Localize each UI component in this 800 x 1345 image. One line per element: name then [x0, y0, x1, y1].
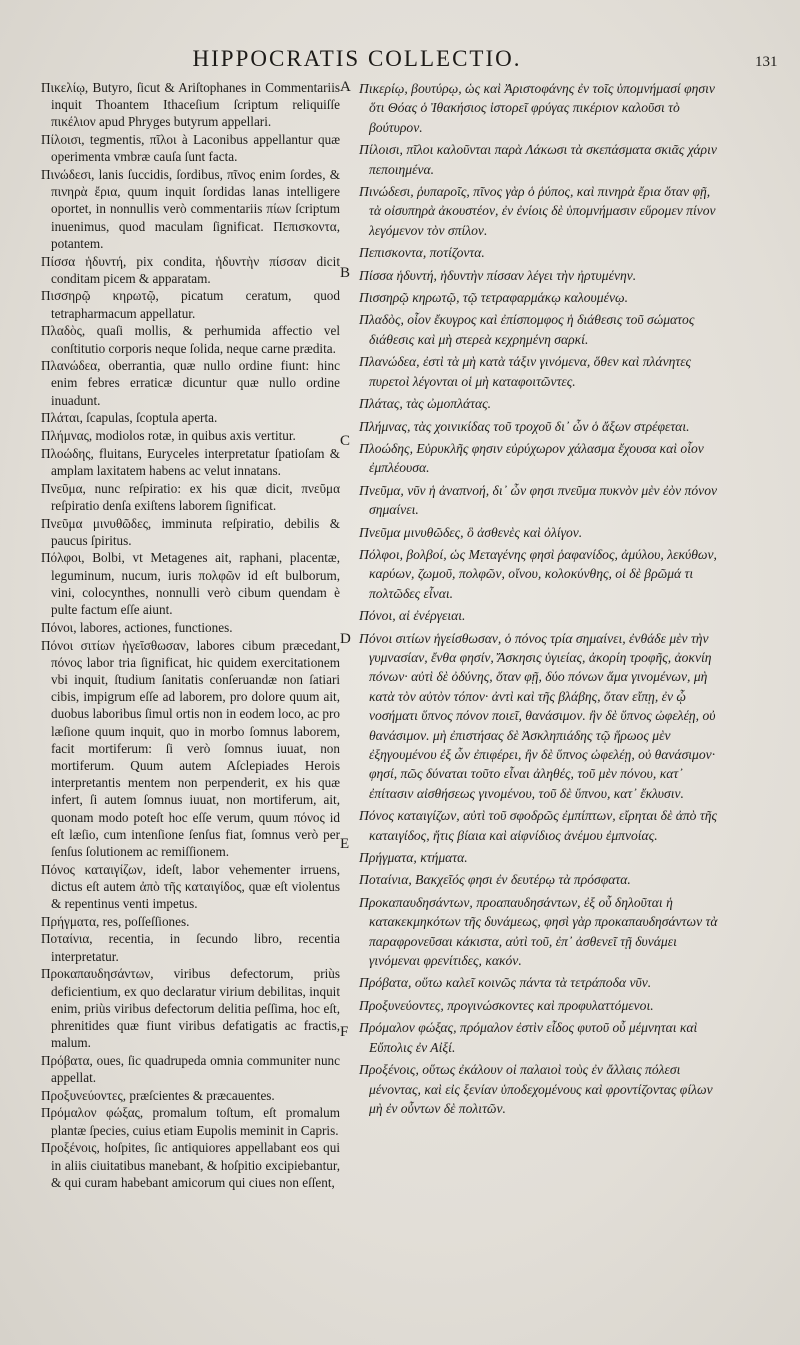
greek-entry: Προξυνεύοντες, προγινώσκοντες καὶ προφυλαττόμενοι. [359, 997, 654, 1013]
latin-entry: Πίλοισι, tegmentis, πῖλοι à Laconibus appellantur quæ operimenta vmbræ cauſa ſunt facta. [41, 132, 340, 165]
latin-entry: Πικελίῳ, Butyro, ſicut & Ariſtophanes in Commentariis inquit Thoantem Ithaceſium ſcriptum reliquiſſe πικέλιον apud Phryges butyrum appellari. [41, 80, 340, 130]
greek-entry: Ποταίνια, Βακχεῖός φησι ἐν δευτέρῳ τὰ πρόσφατα. [359, 872, 631, 888]
greek-entry: Προξένοις, οὕτως ἐκάλουν οἱ παλαιοὶ τοὺς ἐν ἄλλαις πόλεσι μένοντας, καὶ εἰς ξενίαν ὑποδεχομένους καὶ φροντίζοντας φίλων μὴ ἐν οὖντων δὲ πολιτῶν. [359, 1062, 713, 1116]
latin-entry: Πρόβατα, oues, ſic quadrupeda omnia communiter nunc appellat. [41, 1052, 340, 1086]
greek-entry: Πλάτας, τὰς ὠμοπλάτας. [359, 396, 492, 412]
greek-entry: Πλανώδεα, ἐστὶ τὰ μὴ κατὰ τάξιν γινόμενα, ὅθεν καὶ πλάνητες πυρετοὶ λέγονται οἱ μὴ καταφοιτῶντες. [359, 354, 692, 389]
greek-entry: Πεπισκοντα, ποτίζοντα. [359, 245, 485, 261]
margin-letter-a: A [340, 79, 351, 95]
greek-entry: Πινώδεσι, ῥυπαροῖς, πῖνος γὰρ ὁ ῥύπος, καὶ πινηρὰ ἔρια ὅταν φῇ, τὰ οἰσυπηρὰ ἀκουστέον, ἐν ἐνίοις δὲ ὑπομνήμασιν εὕρομεν πίνον λεγόμενον τὸν σπίλον. [359, 184, 716, 238]
latin-entry: Ποταίνια, recentia, in ſecundo libro, recentia interpretatur. [41, 931, 340, 964]
margin-letters [340, 79, 358, 1279]
latin-entry: Πόνοι, labores, actiones, functiones. [41, 619, 233, 635]
latin-entry: Πλοώδης, fluitans, Euryceles interpretatur ſpatioſam & amplam laxitatem habens ac velut innatans. [41, 445, 340, 478]
greek-entry: Πλαδὸς, οἷον ἔκυγρος καὶ ἐπίσπομφος ἡ διάθεσις τοῦ σώματος διάθεσις καὶ μὴ στερεὰ κεχρημένη σαρκί. [359, 312, 695, 347]
greek-entry: Πρόβατα, οὕτω καλεῖ κοινῶς πάντα τὰ τετράποδα νῦν. [359, 975, 652, 991]
greek-entry: Πισσηρῷ κηρωτῷ, τῷ τετραφαρμάκῳ καλουμένῳ. [359, 290, 628, 306]
greek-entry: Πλοώδης, Εὐρυκλῆς φησιν εὐρύχωρον χάλασμα ἔχουσα καὶ οἷον ἐμπλέουσα. [359, 440, 704, 476]
latin-entry: Πισσηρῷ κηρωτῷ, picatum ceratum, quod tetrapharmacum appellatur. [41, 288, 340, 321]
latin-entry: Πίσσα ἡδυντή, pix condita, ἡδυντὴν πίσσαν dicit conditam picem & apparatam. [41, 253, 340, 286]
latin-entry: Πνεῦμα μινυθῶδες, imminuta reſpiratio, debilis & paucus ſpiritus. [41, 515, 340, 548]
greek-entry: Πνεῦμα μινυθῶδες, ὃ ἀσθενὲς καὶ ὀλίγον. [359, 524, 583, 540]
latin-entry: Πρόμαλον φώξας, promalum toſtum, eſt promalum plantæ ſpecies, cuius etiam Eupolis meminit in Capris. [41, 1105, 340, 1138]
margin-letter-c: C [340, 433, 351, 449]
latin-entry: Προξυνεύοντες, præſcientes & præcauentes. [41, 1087, 275, 1103]
page-number: 131 [755, 54, 778, 70]
running-header [0, 46, 800, 76]
latin-entry: Πόλφοι, Bolbi, vt Metagenes ait, raphani, placentæ, leguminum, nucum, iuris πολφῶν id eſt bulborum, vini, colocynthes, nonnulli verò cibum quendam è pulte factum eſſe aiunt. [41, 550, 340, 618]
latin-entry: Πρήγματα, res, poſſeſſiones. [41, 913, 190, 929]
latin-entry: Πλήμνας, modiolos rotæ, in quibus axis vertitur. [41, 428, 296, 444]
greek-entry: Πίλοισι, πῖλοι καλοῦνται παρὰ Λάκωσι τὰ σκεπάσματα σκιᾶς χάριν πεποιημένα. [359, 142, 717, 177]
latin-entry: Πνεῦμα, nunc reſpiratio: ex his quæ dicit, πνεῦμα reſpiratio denſa exiſtens laborem ſignificat. [41, 480, 340, 513]
greek-column [359, 79, 721, 1121]
greek-entry: Πόνοι σιτίων ἡγείσθωσαν, ὁ πόνος τρία σημαίνει, ἐνθάδε μὲν τὴν γυμνασίαν, ἔνθα φησίν, Ἄσκησις ὑγιείας, ἀκορίη τροφῆς, ἀοκνίη πόνων· αὐτὶ δὲ ὀδύνης, ὅταν φῇ, δύο πόνων ἅμα γινομένων, μὴ κατὰ τὸν αὐτὸν τόπον· ἀντὶ καὶ τῆς βλάβης, ὅταν εἴπῃ, ἐν ᾧ νοσήματι ὕπνος πόνον ποιεῖ, θανάσιμον. ἢν δὲ ὕπνος ὠφελέῃ, οὐ θανάσιμον. μὴ ἐπιστήσας δὲ Ἀσκληπιάδης τῷ ἥρωος μὲν ἐξηγουμένου ἐξ ὧν ἐπιφέρει, ἢν δὲ ὕπνος ὠφελέῃ, οὐ θανάσιμον· φησί, πῶς δύναται τοῦτο εἶναι ἀληθές, τοῦ μὲν πόνου, κατ᾽ ἐπίτασιν αἰσθήσεως γινομένου, τοῦ δὲ ὕπνου, κατ᾽ ἔκλυσιν. [359, 630, 716, 801]
latin-entry: Πόνος καταιγίζων, ideſt, labor vehementer irruens, dictus eſt autem ἀπὸ τῆς καταιγίδος, quæ eſt violentus & repentinus venti impetus. [41, 861, 340, 912]
greek-entry: Πίσσα ἡδυντή, ἡδυντὴν πίσσαν λέγει τὴν ἠρτυμένην. [359, 267, 637, 283]
latin-entry: Πλανώδεα, oberrantia, quæ nullo ordine fiunt: hinc enim febres erraticæ dicuntur quæ nullo ordine inuadunt. [41, 358, 340, 408]
latin-entry: Προκαπαυδησάντων, viribus defectorum, priùs deficientium, ex quo declaratur virium debilitas, inquit enim, priùs viribus defectorum delitia peſſima, hoc eſt, phrenitides quæ fiunt viribus defatigatis ac fractis, malum. [41, 966, 340, 1051]
page-title: HIPPOCRATIS COLLECTIO. [192, 46, 522, 71]
margin-letter-e: E [340, 836, 350, 852]
latin-entry: Πλαδὸς, quaſi mollis, & perhumida affectio vel conſtitutio corporis neque ſolida, neque carne prædita. [41, 323, 340, 356]
latin-entry: Προξένοις, hoſpites, ſic antiquiores appellabant eos qui in aliis ciuitatibus manebant, & hoſpitio excipiebantur, & qui curam habebant amicorum qui ciues non eſſent, [41, 1140, 340, 1190]
latin-entry: Πλάται, ſcapulas, ſcoptula aperta. [41, 410, 218, 426]
greek-entry: Πόλφοι, βολβοί, ὡς Μεταγένης φησὶ ῥαφανίδος, ἀμύλου, λεκύθων, καρύων, ζωμοῦ, πολφῶν, οἴνου, κολοκύνθης, οἱ δὲ βρῶμά τι πολτῶδες εἶναι. [359, 546, 717, 601]
greek-entry: Πικερίῳ, βουτύρῳ, ὡς καὶ Ἀριστοφάνης ἐν τοῖς ὑπομνήμασί φησιν ὅτι Θόας ὁ Ἰθακήσιος ἱστορεῖ φρύγας πικέριον καλοῦσι τὸ βούτυρον. [359, 81, 715, 135]
greek-entry: Πλήμνας, τὰς χοινικίδας τοῦ τροχοῦ δι᾽ ὧν ὁ ἄξων στρέφεται. [359, 418, 690, 434]
latin-column [41, 79, 340, 1192]
greek-entry: Πνεῦμα, νῦν ἡ ἀναπνοή, δι᾽ ὧν φησι πνεῦμα πυκνὸν μὲν ἐὸν πόνον σημαίνει. [359, 482, 718, 518]
greek-entry: Πόνος καταιγίζων, αὐτὶ τοῦ σφοδρῶς ἐμπίπτων, εἴρηται δὲ ἀπὸ τῆς καταιγίδος, ἥτις βίαια καὶ αἰφνίδιος ἀνέμου ἐμπνοίας. [359, 808, 717, 843]
greek-entry: Προκαπαυδησάντων, προαπαυδησάντων, ἐξ οὗ δηλοῦται ἡ κατακεκμηκότων τῆς δυνάμεως, φησὶ γὰρ προκαπαυδησάντων τὰ παραφρονεῦσαι κάκιστα, αὐτὶ τοῦ, ἐπ᾽ ἀσθενεῖ τῇ δυνάμει γινόμεναι φρενίτιδες, κακόν. [359, 894, 718, 969]
greek-entry: Πρόμαλον φώξας, πρόμαλον ἐστὶν εἶδος φυτοῦ οὗ μέμνηται καὶ Εὔπολις ἐν Αἰξί. [359, 1020, 698, 1055]
margin-letter-f: F [340, 1024, 349, 1040]
latin-entry: Πινώδεσι, lanis ſuccidis, ſordibus, πῖνος enim ſordes, & πινηρὰ ἔρια, quum inquit ſordidas lanas intelligere oportet, in nonnullis verò commentariis πίων ſcriptum inuenimus, quod maculam ſignificat. Πεπισκοντα, potantem. [41, 167, 340, 251]
margin-letter-d: D [340, 631, 351, 647]
greek-entry: Πόνοι, αἱ ἐνέργειαι. [359, 608, 466, 624]
latin-entry: Πόνοι σιτίων ἡγεῖσθωσαν, labores cibum præcedant, πόνος labor tria ſignificat, hic quidem exercitationem vbi inquit, ſtudium ſanitatis conſeruandæ non ſatiari cibis, impigrum eſſe ad laborem, pro dolore quum ait, duobus laboribus ſimul ortis non in eodem loco, ac pro læſione quum inquit, quo in morbo ſomnus laborem, facit mortiferum: ſi verò ſomnus iuuat, non mortiferum. Quum autem Aſclepiades Herois interpretantis mentem non perpenderit, ex his quæ infert, ſi autem ſomnus iuuat, non mortiferum, ait, quonam modo poteſt hoc eſſe verum, quum πόνος id eſt læſio, cum intenſione ſenſus fiat, ſomnus verò per ſenſus ſolutionem ac remiſſionem. [41, 637, 340, 859]
greek-entry: Πρήγματα, κτήματα. [359, 850, 468, 866]
margin-letter-b: B [340, 265, 351, 281]
